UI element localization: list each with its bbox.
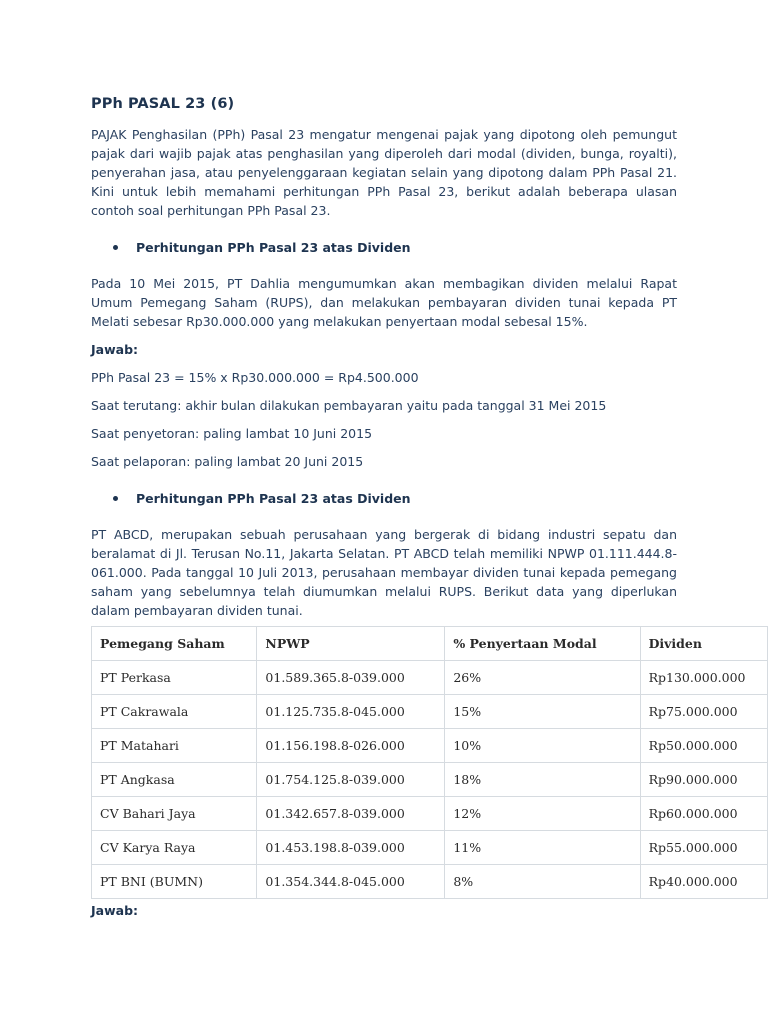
cell-npwp: 01.589.365.8-039.000 bbox=[257, 661, 445, 695]
cell-dividend: Rp75.000.000 bbox=[640, 695, 767, 729]
cell-name: PT BNI (BUMN) bbox=[92, 865, 257, 899]
document-body bbox=[91, 95, 677, 630]
header-npwp: NPWP bbox=[257, 627, 445, 661]
cell-npwp: 01.754.125.8-039.000 bbox=[257, 763, 445, 797]
cell-npwp: 01.453.198.8-039.000 bbox=[257, 831, 445, 865]
section2-heading bbox=[91, 489, 677, 508]
cell-name: PT Matahari bbox=[92, 729, 257, 763]
cell-dividend: Rp90.000.000 bbox=[640, 763, 767, 797]
header-penyertaan-modal: % Penyertaan Modal bbox=[445, 627, 640, 661]
header-pemegang-saham: Pemegang Saham bbox=[92, 627, 257, 661]
cell-name: PT Perkasa bbox=[92, 661, 257, 695]
cell-npwp: 01.125.735.8-045.000 bbox=[257, 695, 445, 729]
table-row bbox=[92, 763, 768, 797]
cell-name: CV Bahari Jaya bbox=[92, 797, 257, 831]
cell-npwp: 01.342.657.8-039.000 bbox=[257, 797, 445, 831]
answer-line-1: PPh Pasal 23 = 15% x Rp30.000.000 = Rp4.500.000 bbox=[91, 370, 419, 385]
cell-dividend: Rp40.000.000 bbox=[640, 865, 767, 899]
cell-percent: 12% bbox=[445, 797, 640, 831]
cell-dividend: Rp130.000.000 bbox=[640, 661, 767, 695]
table-row bbox=[92, 831, 768, 865]
section2-answer-label: Jawab: bbox=[91, 903, 139, 918]
cell-dividend: Rp50.000.000 bbox=[640, 729, 767, 763]
cell-percent: 10% bbox=[445, 729, 640, 763]
cell-name: CV Karya Raya bbox=[92, 831, 257, 865]
section1-heading-text: Perhitungan PPh Pasal 23 atas Dividen bbox=[136, 240, 411, 255]
answer-line-3: Saat penyetoran: paling lambat 10 Juni 2015 bbox=[91, 426, 373, 441]
table-row bbox=[92, 729, 768, 763]
answer-line-2: Saat terutang: akhir bulan dilakukan pembayaran yaitu pada tanggal 31 Mei 2015 bbox=[91, 398, 607, 413]
cell-npwp: 01.354.344.8-045.000 bbox=[257, 865, 445, 899]
section1-case: Pada 10 Mei 2015, PT Dahlia mengumumkan akan membagikan dividen melalui Rapat Umum Pemegang Saham (RUPS), dan melakukan pembayaran dividen tunai kepada PT Melati sebesar Rp30.000.000 yang melakukan penyertaan modal sebesal 15%. bbox=[91, 276, 677, 329]
table-header-row bbox=[92, 627, 768, 661]
cell-npwp: 01.156.198.8-026.000 bbox=[257, 729, 445, 763]
table-row bbox=[92, 797, 768, 831]
intro-paragraph: PAJAK Penghasilan (PPh) Pasal 23 mengatur mengenai pajak yang dipotong oleh pemungut pajak dari wajib pajak atas penghasilan yang diperoleh dari modal (dividen, bunga, royalti), penyerahan jasa, atau penyelenggaraan kegiatan selain yang dipotong dalam PPh Pasal 21. Kini untuk lebih memahami perhitungan PPh Pasal 23, berikut adalah beberapa ulasan contoh soal perhitungan PPh Pasal 23. bbox=[91, 127, 677, 218]
page-title: PPh PASAL 23 (6) bbox=[91, 96, 235, 112]
answer-line-4: Saat pelaporan: paling lambat 20 Juni 2015 bbox=[91, 454, 364, 469]
section1-answer-label: Jawab: bbox=[91, 342, 139, 357]
cell-percent: 26% bbox=[445, 661, 640, 695]
section1-heading bbox=[91, 238, 677, 257]
table-row bbox=[92, 695, 768, 729]
section2-case: PT ABCD, merupakan sebuah perusahaan yang bergerak di bidang industri sepatu dan beralamat di Jl. Terusan No.11, Jakarta Selatan. PT ABCD telah memiliki NPWP 01.111.444.8-061.000. Pada tanggal 10 Juli 2013, perusahaan membayar dividen tunai kepada pemegang saham yang sebelumnya telah diumumkan melalui RUPS. Berikut data yang diperlukan dalam pembayaran dividen tunai. bbox=[91, 527, 677, 618]
shareholder-table bbox=[91, 626, 768, 899]
cell-percent: 18% bbox=[445, 763, 640, 797]
cell-name: PT Angkasa bbox=[92, 763, 257, 797]
cell-dividend: Rp55.000.000 bbox=[640, 831, 767, 865]
cell-percent: 15% bbox=[445, 695, 640, 729]
cell-percent: 8% bbox=[445, 865, 640, 899]
cell-name: PT Cakrawala bbox=[92, 695, 257, 729]
header-dividen: Dividen bbox=[640, 627, 767, 661]
table-row bbox=[92, 865, 768, 899]
bullet-icon bbox=[113, 496, 118, 501]
cell-dividend: Rp60.000.000 bbox=[640, 797, 767, 831]
section2-heading-text: Perhitungan PPh Pasal 23 atas Dividen bbox=[136, 491, 411, 506]
cell-percent: 11% bbox=[445, 831, 640, 865]
table-row bbox=[92, 661, 768, 695]
bullet-icon bbox=[113, 245, 118, 250]
